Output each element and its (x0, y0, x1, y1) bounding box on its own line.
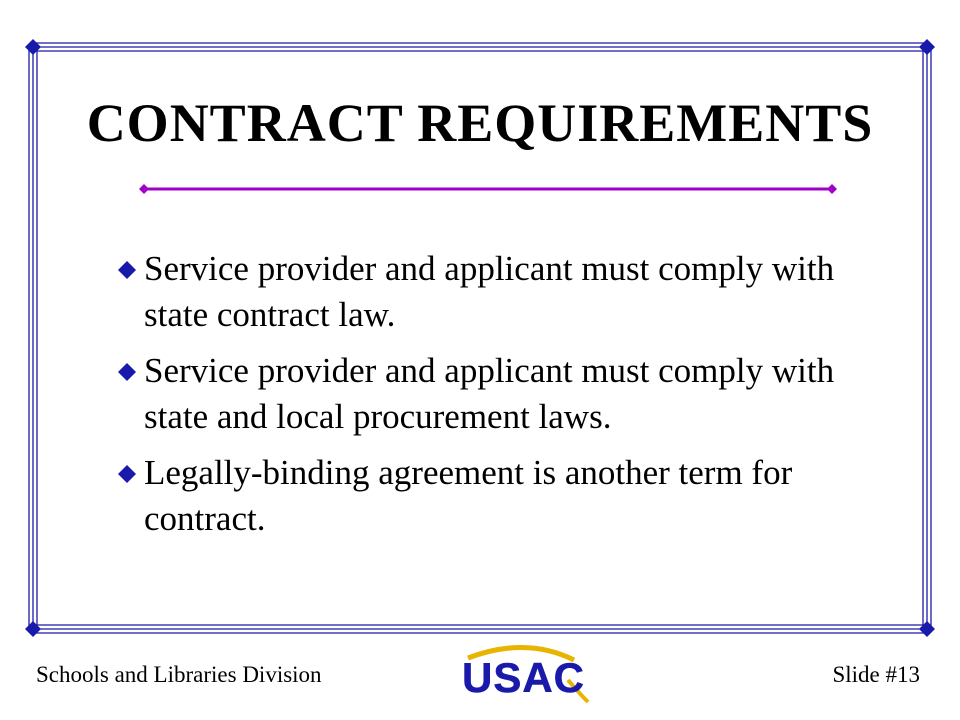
corner-diamond-icon (919, 621, 935, 637)
corner-diamond-icon (25, 39, 41, 55)
bullet-item (118, 348, 878, 440)
corner-diamond-icon (25, 621, 41, 637)
diamond-bullet-icon (118, 465, 136, 483)
bullet-item (118, 450, 878, 542)
footer-division: Schools and Libraries Division (36, 662, 322, 687)
usac-logo (456, 640, 606, 706)
bullet-text: Service provider and applicant must comply with state contract law. (144, 249, 835, 334)
title-underline (136, 182, 840, 196)
rule-end-diamond-icon (827, 184, 837, 194)
slide-number: Slide #13 (832, 662, 920, 687)
bullet-item (118, 246, 878, 338)
bullet-text: Service provider and applicant must comply with state and local procurement laws. (144, 351, 835, 436)
svg-text:USAC: USAC (462, 654, 586, 701)
diamond-bullet-icon (118, 363, 136, 381)
diamond-bullet-icon (118, 261, 136, 279)
rule-end-diamond-icon (139, 184, 149, 194)
bullet-text: Legally-binding agreement is another term for contract. (144, 453, 793, 538)
bullet-list (118, 246, 878, 552)
slide-title: CONTRACT REQUIREMENTS (86, 93, 874, 153)
corner-diamond-icon (919, 39, 935, 55)
